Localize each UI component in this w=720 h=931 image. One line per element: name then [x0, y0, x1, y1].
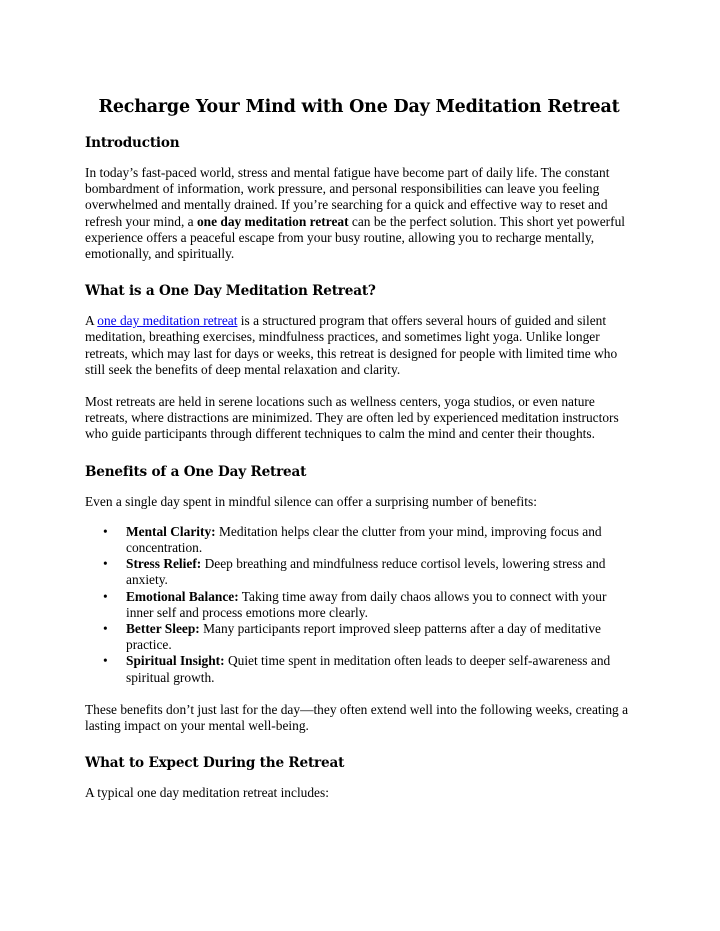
document-title: Recharge Your Mind with One Day Meditation Retreat	[98, 97, 620, 117]
benefit-label: Spiritual Insight:	[126, 653, 225, 669]
intro-text-start: In today’s fast-paced world, stress and mental fatigue have become part of daily life. The constant bombardment of information, work pressure, and personal responsibilities can leave you feeling overwhelmed and mentally drained. If you’re searching for a quick and effective way to reset and refresh your mind, a	[85, 165, 610, 229]
benefit-label: Stress Relief:	[126, 556, 202, 572]
heading-benefits: Benefits of a One Day Retreat	[85, 463, 307, 480]
retreat-link[interactable]: one day meditation retreat	[97, 313, 238, 329]
document-body	[85, 96, 637, 801]
benefit-text: Taking time away from daily chaos allows you to connect with your inner self and process emotions more clearly.	[126, 588, 607, 620]
benefits-list	[85, 524, 637, 686]
what-paragraph-1	[85, 313, 637, 378]
intro-bold-keyword: one day meditation retreat	[196, 213, 349, 229]
list-item	[85, 524, 637, 556]
bullet-icon: •	[103, 588, 108, 604]
benefit-text: Meditation helps clear the clutter from your mind, improving focus and concentration.	[126, 523, 602, 556]
list-item	[85, 621, 637, 653]
what-text-end: is a structured program that offers several hours of guided and silent meditation, breathing exercises, mindfulness practices, and sometimes light yoga. Unlike longer retreats, which may last for days or weeks, this retreat is designed for people with limited time who still seek the benefits of deep mental relaxation and clarity.	[85, 313, 618, 377]
bullet-icon: •	[103, 523, 108, 539]
benefit-label: Emotional Balance:	[126, 588, 239, 604]
list-item	[85, 589, 637, 621]
heading-what-is: What is a One Day Meditation Retreat?	[85, 283, 376, 300]
intro-text-end: can be the perfect solution. This short yet powerful experience offers a peaceful escape from your busy routine, allowing you to recharge mentally, emotionally, and spiritually.	[85, 213, 625, 262]
benefit-text: Deep breathing and mindfulness reduce cortisol levels, lowering stress and anxiety.	[126, 556, 606, 588]
benefits-intro-paragraph: Even a single day spent in mindful silence can offer a surprising number of benefits:	[85, 493, 537, 509]
benefits-closing-paragraph: These benefits don’t just last for the day—they often extend well into the following weeks, creating a lasting impact on your mental well-being.	[85, 701, 629, 734]
intro-paragraph	[85, 165, 637, 262]
what-text-start: A	[85, 313, 98, 329]
benefit-label: Better Sleep:	[126, 621, 200, 637]
bullet-icon: •	[103, 621, 108, 637]
list-item	[85, 556, 637, 588]
benefit-text: Quiet time spent in meditation often leads to deeper self-awareness and spiritual growth.	[126, 653, 611, 685]
benefit-text: Many participants report improved sleep patterns after a day of meditative practice.	[126, 621, 601, 653]
expect-paragraph: A typical one day meditation retreat includes:	[85, 785, 329, 801]
bullet-icon: •	[103, 556, 108, 572]
what-paragraph-2: Most retreats are held in serene locations such as wellness centers, yoga studios, or even nature retreats, where distractions are minimized. They are often led by experienced meditation instructors who guide participants through different techniques to calm the mind and center their thoughts.	[85, 394, 619, 442]
list-item	[85, 653, 637, 685]
bullet-icon: •	[103, 653, 108, 669]
heading-what-to-expect: What to Expect During the Retreat	[85, 755, 345, 772]
heading-introduction: Introduction	[85, 135, 180, 151]
benefit-label: Mental Clarity:	[126, 523, 216, 539]
